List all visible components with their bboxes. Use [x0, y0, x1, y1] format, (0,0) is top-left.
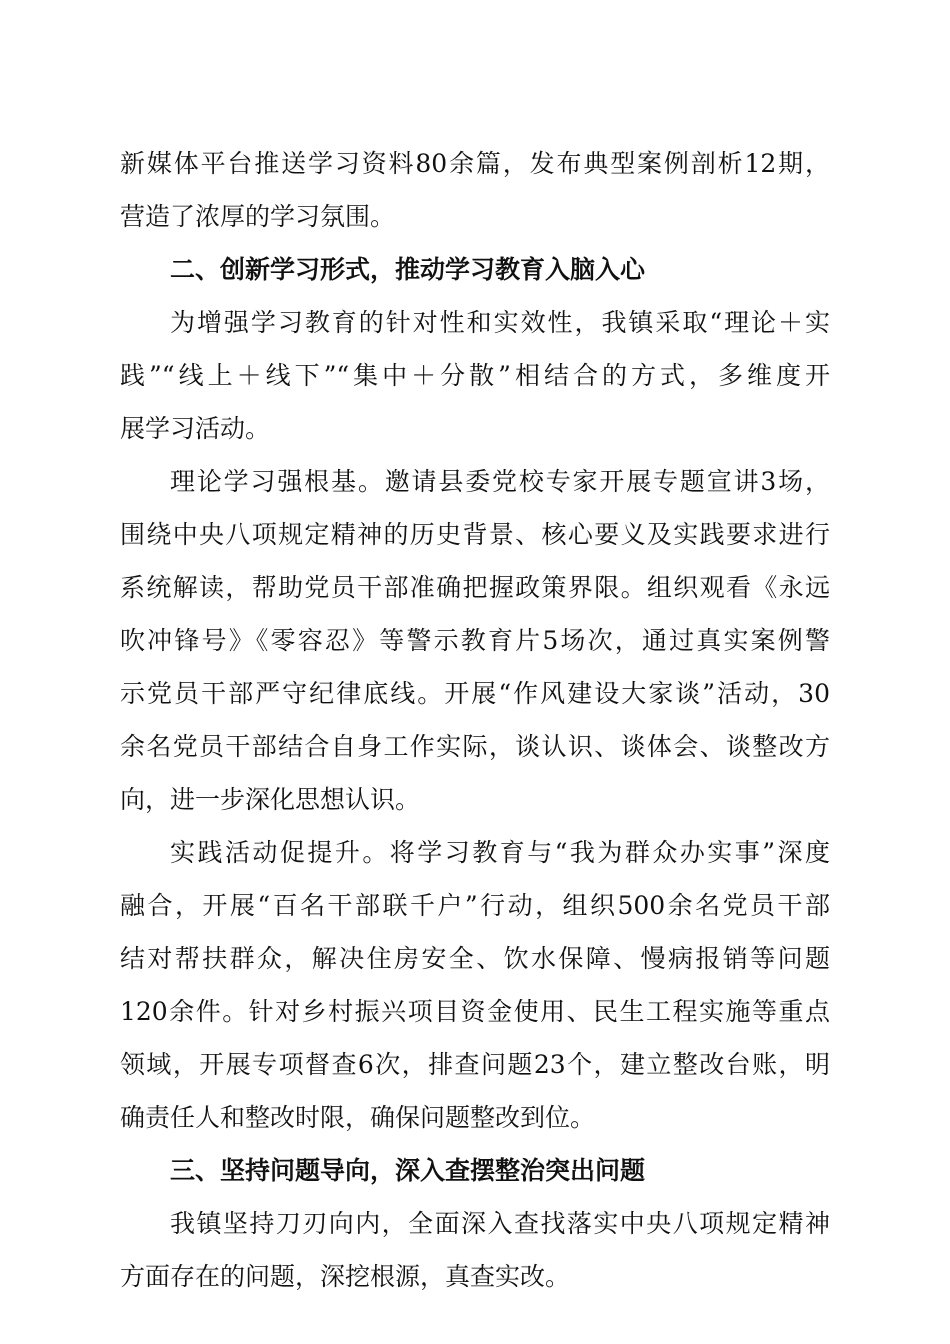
paragraph-line: 融合，开展“百名干部联千户”行动，组织500余名党员干部 [120, 891, 830, 920]
paragraph-line: 展学习活动。 [120, 414, 271, 443]
paragraph-line: 向，进一步深化思想认识。 [120, 785, 421, 814]
paragraph-line: 践”“线上＋线下”“集中＋分散”相结合的方式，多维度开 [120, 361, 830, 390]
paragraph-line: 结对帮扶群众，解决住房安全、饮水保障、慢病报销等问题 [120, 944, 830, 973]
paragraph-line: 营造了浓厚的学习氛围。 [120, 202, 396, 231]
paragraph-line: 新媒体平台推送学习资料80余篇，发布典型案例剖析12期， [120, 149, 830, 178]
paragraph-line: 围绕中央八项规定精神的历史背景、核心要义及实践要求进行 [120, 520, 830, 549]
paragraph-line: 余名党员干部结合自身工作实际，谈认识、谈体会、谈整改方 [120, 732, 830, 761]
paragraph-line: 理论学习强根基。邀请县委党校专家开展专题宣讲3场， [170, 467, 830, 496]
paragraph-line: 领域，开展专项督查6次，排查问题23个，建立整改台账，明 [120, 1050, 830, 1079]
section-heading: 三、坚持问题导向，深入查摆整治突出问题 [170, 1156, 646, 1185]
paragraph-line: 为增强学习教育的针对性和实效性，我镇采取“理论＋实 [170, 308, 830, 337]
paragraph-line: 我镇坚持刀刃向内，全面深入查找落实中央八项规定精神 [170, 1209, 830, 1238]
document-body [120, 137, 830, 1303]
paragraph-line: 系统解读，帮助党员干部准确把握政策界限。组织观看《永远 [120, 573, 830, 602]
paragraph-line: 吹冲锋号》《零容忍》等警示教育片5场次，通过真实案例警 [120, 626, 830, 655]
paragraph-line: 120余件。针对乡村振兴项目资金使用、民生工程实施等重点 [120, 997, 830, 1026]
paragraph-line: 确责任人和整改时限，确保问题整改到位。 [120, 1103, 596, 1132]
paragraph-line: 实践活动促提升。将学习教育与“我为群众办实事”深度 [170, 838, 830, 867]
paragraph-line: 示党员干部严守纪律底线。开展“作风建设大家谈”活动，30 [120, 679, 830, 708]
paragraph-line: 方面存在的问题，深挖根源，真查实改。 [120, 1262, 571, 1291]
section-heading: 二、创新学习形式，推动学习教育入脑入心 [170, 255, 646, 284]
